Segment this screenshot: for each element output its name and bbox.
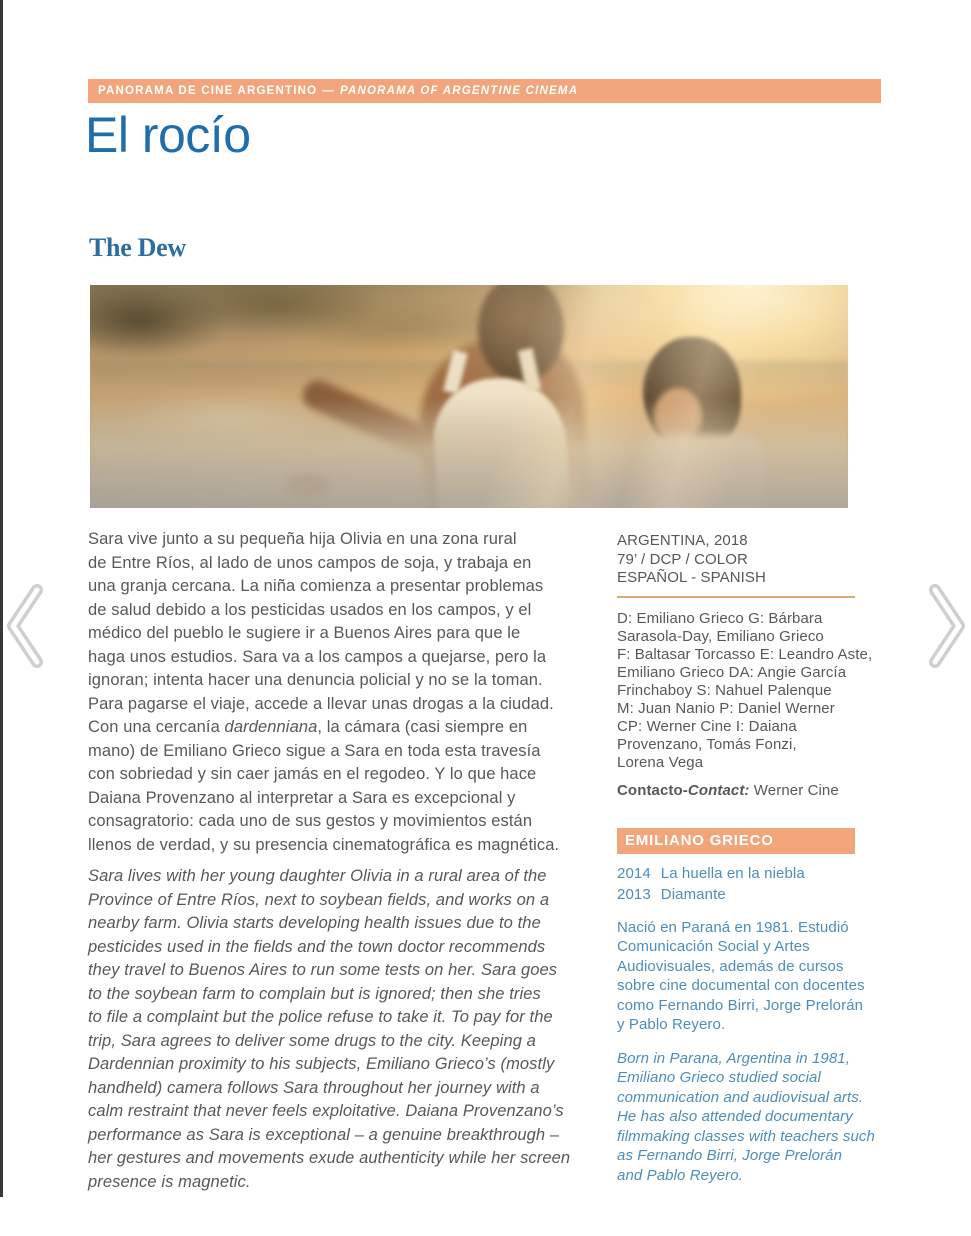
bio-line: He has also attended documentary (617, 1108, 853, 1125)
bio-line: Comunicación Social y Artes (617, 938, 810, 955)
synopsis-line: nearby farm. Olivia starts developing health issues due to the (88, 914, 541, 932)
synopsis-line: con sobriedad y sin caer jamás en el regodeo. Y lo que hace (88, 765, 537, 783)
credits-line: D: Emiliano Grieco G: Bárbara (617, 609, 823, 627)
synopsis-line: her gestures and movements exude authenticity while her screen (88, 1149, 571, 1167)
bio-line: communication and audiovisual arts. (617, 1088, 864, 1106)
synopsis-line: de salud debido a los pesticidas usados en los campos, y el (88, 600, 532, 619)
tech-spec-line: ARGENTINA, 2018 (617, 532, 748, 549)
filmography-title: Diamante (660, 886, 726, 903)
synopsis-line: Sara vive junto a su pequeña hija Olivia en una zona rural (88, 530, 517, 548)
contact-value: Werner Cine (749, 781, 839, 799)
tech-spec-line: ESPAÑOL - SPANISH (617, 569, 766, 586)
bio-line: filmmaking classes with teachers such (617, 1127, 875, 1145)
synopsis-line: ignoran; intenta hacer una denuncia policial y no se la toman. (88, 671, 543, 689)
synopsis-line: they travel to Buenos Aires to run some tests on her. Sara goes (88, 961, 558, 979)
bio-english (617, 1049, 875, 1186)
chevron-right-icon (925, 584, 967, 668)
synopsis-line: médico del pueblo le sugiere ir a Buenos Aires para que le (88, 624, 521, 642)
bio-line: como Fernando Birri, Jorge Prelorán (617, 996, 864, 1014)
credits-line: Provenzano, Tomás Fonzi, (617, 735, 797, 753)
screen-edge-artifact (0, 0, 3, 1197)
synopsis-line: performance as Sara is exceptional – a genuine breakthrough – (88, 1125, 560, 1144)
film-still-photo (90, 285, 848, 508)
synopsis-line: presence is magnetic. (88, 1172, 251, 1191)
bio-line: y Pablo Reyero. (617, 1016, 726, 1033)
filmography-year: 2014 (617, 864, 651, 882)
synopsis-line: Para pagarse el viaje, accede a llevar unas drogas a la ciudad. (88, 694, 554, 713)
credits-line: M: Juan Nanio P: Daniel Werner (617, 699, 835, 717)
synopsis-line: Dardennian proximity to his subjects, Emiliano Grieco’s (mostly (88, 1055, 555, 1073)
credits-line: Frinchaboy S: Nahuel Palenque (617, 681, 832, 699)
synopsis-line: de Entre Ríos, al lado de unos campos de soja, y trabaja en (88, 553, 532, 572)
tech-spec-line: 79’ / DCP / COLOR (617, 550, 748, 568)
filmography-year: 2013 (617, 886, 651, 903)
credits-line: Sarasola-Day, Emiliano Grieco (617, 627, 824, 645)
synopsis-line: Province of Entre Ríos, next to soybean fields, and works on a (88, 890, 550, 909)
bio-spanish (617, 918, 863, 1035)
bio-line: Nació en Paraná en 1981. Estudió (617, 918, 849, 936)
tech-specs (617, 532, 863, 588)
filmography-title: La huella en la niebla (660, 864, 805, 882)
synopsis-line: haga unos estudios. Sara va a los campos a quejarse, pero la (88, 647, 547, 666)
credits-block (617, 609, 873, 772)
synopsis-english (88, 865, 588, 1194)
bio-line: Audiovisuales, además de cursos (617, 957, 844, 975)
synopsis-line: handheld) camera follows Sara throughout her journey with a (88, 1078, 540, 1097)
director-name-banner: EMILIANO GRIECO (617, 828, 855, 854)
info-column (617, 532, 875, 1185)
synopsis-line: calm restraint that never feels exploitative. Daiana Provenzano’s (88, 1102, 564, 1120)
page-title: El rocío (85, 107, 251, 163)
credits-line: F: Baltasar Torcasso E: Leandro Aste, (617, 645, 873, 663)
bio-line: and Pablo Reyero. (617, 1166, 743, 1184)
synopsis-spanish (88, 528, 588, 857)
synopsis-line: to file a complaint but the police refuse to take it. To pay for the (88, 1008, 553, 1026)
next-page-button[interactable] (925, 584, 967, 668)
synopsis-line: llenos de verdad, y su presencia cinematográfica es magnética. (88, 835, 560, 854)
synopsis-line: consagratorio: cada uno de sus gestos y movimientos están (88, 812, 533, 830)
orange-divider (617, 596, 855, 598)
filmography (617, 863, 863, 906)
chevron-left-icon (5, 584, 47, 668)
previous-page-button[interactable] (5, 584, 47, 668)
synopsis-line: Sara lives with her young daughter Olivia in a rural area of the (88, 867, 547, 885)
synopsis-line: pesticides used in the fields and the town doctor recommends (88, 937, 546, 956)
synopsis-line: Daiana Provenzano al interpretar a Sara es excepcional y (88, 788, 516, 807)
photo-sun-glow (90, 285, 848, 508)
synopsis-line: to the soybean farm to complain but is ignored; then she tries (88, 984, 541, 1003)
bio-line: Emiliano Grieco studied social (617, 1069, 821, 1086)
page-subtitle: The Dew (89, 233, 186, 262)
credits-line: Lorena Vega (617, 753, 704, 771)
bio-line: Born in Parana, Argentina in 1981, (617, 1049, 850, 1067)
filmography-entry (617, 884, 863, 906)
synopsis-line: una granja cercana. La niña comienza a presentar problemas (88, 577, 544, 595)
synopsis-line: Con una cercanía dardenniana, la cámara (casi siempre en (88, 718, 528, 736)
credits-line: CP: Werner Cine I: Daiana (617, 717, 797, 735)
contact-label-es: Contacto- (617, 781, 688, 799)
credits-line: Emiliano Grieco DA: Angie García (617, 663, 847, 681)
contact-label-en: Contact: (687, 781, 750, 799)
synopsis-column (88, 528, 588, 1194)
synopsis-line: trip, Sara agrees to deliver some drugs to the city. Keeping a (88, 1031, 536, 1050)
contact-line (617, 782, 863, 801)
bio-line: sobre cine documental con docentes (617, 977, 865, 994)
bio-line: as Fernando Birri, Jorge Prelorán (617, 1147, 843, 1164)
section-separator: — (322, 85, 335, 97)
synopsis-line: mano) de Emiliano Grieco sigue a Sara en toda esta travesía (88, 741, 541, 760)
section-label-en: PANORAMA OF ARGENTINE CINEMA (339, 85, 579, 97)
section-banner (88, 79, 881, 103)
section-label-es: PANORAMA DE CINE ARGENTINO (98, 85, 318, 97)
filmography-entry (617, 863, 863, 885)
